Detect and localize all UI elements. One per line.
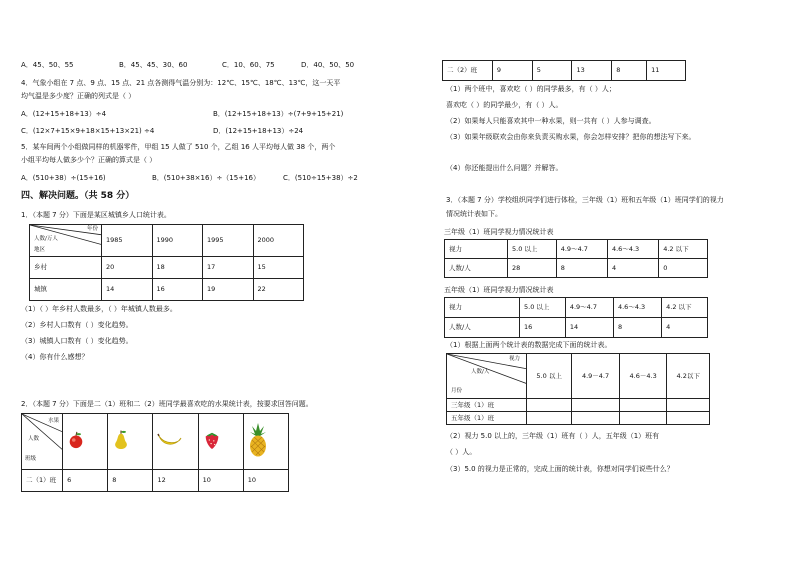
table-cell: 22 xyxy=(253,279,304,301)
year-header: 1995 xyxy=(203,225,254,257)
fruit-header-pineapple xyxy=(243,414,288,470)
table-row xyxy=(30,257,304,279)
table-cell: 28 xyxy=(508,259,557,278)
vision-level: 5.0 以上 xyxy=(527,354,572,399)
table-cell: 10 xyxy=(198,470,243,492)
grade5-vision-table xyxy=(444,297,708,338)
q5-option-a: A．(510+38）÷(15+16) xyxy=(21,174,106,182)
table-cell: 8 xyxy=(613,318,661,338)
population-table xyxy=(29,224,304,301)
blank-cell[interactable] xyxy=(527,399,572,412)
year-header: 2000 xyxy=(253,225,304,257)
fruit-header-pear xyxy=(108,414,153,470)
vision-level: 4.2以下 xyxy=(667,354,710,399)
fruit-header-banana xyxy=(153,414,198,470)
problem2-q1-line1: （1）两个班中，喜欢吃（ ）的同学最多，有（ ）人； xyxy=(446,85,616,93)
fruit-header-strawberry xyxy=(198,414,243,470)
vision-level: 4.6～4.3 xyxy=(613,298,661,318)
q3-option-b: B．45、45、30、60 xyxy=(119,61,188,69)
diag-label-people: 人数/人 xyxy=(471,369,490,375)
vision-level: 5.0 以上 xyxy=(508,240,557,259)
table-row xyxy=(447,412,710,425)
table-cell: 14 xyxy=(565,318,613,338)
table-cell: 16 xyxy=(520,318,566,338)
q4-stem-line2: 均气温是多少度？正确的列式是（ ） xyxy=(21,92,136,100)
table-cell: 5 xyxy=(532,61,572,81)
banana-icon xyxy=(157,432,183,448)
table-cell: 6 xyxy=(63,470,108,492)
table-cell: 19 xyxy=(203,279,254,301)
fruit-table xyxy=(21,413,289,492)
table-cell: 8 xyxy=(556,259,607,278)
diag-label-people: 人数 xyxy=(28,436,40,442)
vision-level: 5.0 以上 xyxy=(520,298,566,318)
pear-icon xyxy=(112,430,130,450)
q3-option-c: C．10、60、75 xyxy=(222,61,275,69)
problem3-title-line2: 情况统计表如下。 xyxy=(446,210,502,218)
blank-cell[interactable] xyxy=(619,412,667,425)
row-label: 二（1）班 xyxy=(22,470,63,492)
problem1-q3: （3）城镇人口数有（ ）变化趋势。 xyxy=(21,337,133,345)
problem2-q2: （2）如果每人只能喜欢其中一种水果，则一共有（ ）人参与调查。 xyxy=(446,117,656,125)
table-row xyxy=(445,259,708,278)
problem3-title-line1: 3．（本题 7 分）学校组织同学们进行体检，三年级（1）班和五年级（1）班同学们的视力 xyxy=(446,196,724,204)
table-cell: 0 xyxy=(659,259,708,278)
problem3-q2-line1: （2）视力 5.0 以上的，三年级（1）班有（ ）人，五年级（1）班有 xyxy=(446,432,660,440)
blank-cell[interactable] xyxy=(572,399,620,412)
row-label: 城镇 xyxy=(30,279,102,301)
diag-label-people: 人数/万人 xyxy=(34,236,58,242)
table-cell: 8 xyxy=(612,61,647,81)
table-cell: 18 xyxy=(152,257,203,279)
table-cell: 13 xyxy=(572,61,612,81)
problem1-q2: （2）乡村人口数有（ ）变化趋势。 xyxy=(21,321,133,329)
vision-level: 4.2 以下 xyxy=(662,298,708,318)
vision-level: 4.2 以下 xyxy=(659,240,708,259)
diag-label-class: 班级 xyxy=(25,456,37,463)
grade5-table-title: 五年级（1）班同学视力情况统计表 xyxy=(444,286,554,294)
year-header: 1990 xyxy=(152,225,203,257)
row-label: 二（2）班 xyxy=(443,61,493,81)
q4-option-d: D．(12+15+18+13）÷24 xyxy=(213,127,304,135)
problem3-q2-line2: （ ）人。 xyxy=(446,448,477,456)
table-cell: 9 xyxy=(492,61,532,81)
people-header: 人数/人 xyxy=(445,318,520,338)
q4-option-a: A．(12+15+18+13）÷4 xyxy=(21,110,107,118)
diag-label-month: 月份 xyxy=(451,388,463,395)
combined-table-diag-header xyxy=(447,354,527,399)
table-cell: 12 xyxy=(153,470,198,492)
vision-level: 4.9－4.7 xyxy=(572,354,620,399)
pineapple-icon xyxy=(248,423,268,457)
table-cell: 4 xyxy=(607,259,658,278)
year-header: 1985 xyxy=(102,225,153,257)
blank-cell[interactable] xyxy=(667,412,710,425)
problem3-q3: （3）5.0 的视力是正常的，完成上面的统计表，你想对同学们说些什么？ xyxy=(446,465,674,473)
row-label: 三年级（1）班 xyxy=(447,399,527,412)
problem2-q1-line2: 喜欢吃（ ）的同学最少，有（ ）人。 xyxy=(446,101,563,109)
table-cell: 8 xyxy=(108,470,153,492)
grade3-vision-table xyxy=(444,239,708,278)
problem2-title: 2．（本题 7 分）下面是二（1）班和二（2）班同学最喜欢吃的水果统计表，按要求回答问题。 xyxy=(21,400,313,408)
vision-level: 4.6－4.3 xyxy=(619,354,667,399)
section-title: 四、解决问题。（共 58 分） xyxy=(21,191,135,201)
table-cell: 16 xyxy=(152,279,203,301)
table-row xyxy=(22,470,289,492)
q3-option-a: A．45、50、55 xyxy=(21,61,74,69)
q4-stem-line1: 4．气象小组在 7 点、9 点、15 点、21 点各测得气温分别为：12℃、15℃、18℃、13℃，这一天平 xyxy=(21,79,341,87)
table-cell: 20 xyxy=(102,257,153,279)
blank-cell[interactable] xyxy=(572,412,620,425)
table-row xyxy=(443,61,686,81)
problem1-title: 1．（本题 7 分）下面是某区城镇乡人口统计表。 xyxy=(21,211,171,219)
diag-label-region: 地区 xyxy=(34,247,46,254)
q5-option-b: B．(510+38×16）÷（15+16） xyxy=(152,174,260,182)
q3-option-d: D．40、50、50 xyxy=(301,61,355,69)
table-cell: 11 xyxy=(647,61,686,81)
fruit-header-apple xyxy=(63,414,108,470)
grade3-table-title: 三年级（1）班同学视力情况统计表 xyxy=(444,228,554,236)
table-row xyxy=(447,399,710,412)
diag-label-vision: 视力 xyxy=(508,356,520,362)
problem1-q1: （1）（ ）年乡村人数最多，（ ）年城镇人数最多。 xyxy=(21,305,177,313)
population-table-diag-header xyxy=(30,225,102,257)
table-cell: 15 xyxy=(253,257,304,279)
fruit-table-diag-header xyxy=(22,414,63,470)
table-cell: 10 xyxy=(243,470,288,492)
vision-level: 4.9～4.7 xyxy=(556,240,607,259)
blank-cell[interactable] xyxy=(619,399,667,412)
problem2-q3: （3）如果年级联欢会由你来负责买购水果，你会怎样安排？把你的想法写下来。 xyxy=(446,133,696,141)
diag-label-year: 年份 xyxy=(86,226,98,232)
strawberry-icon xyxy=(203,430,221,450)
row-label: 乡村 xyxy=(30,257,102,279)
apple-icon xyxy=(67,431,85,449)
problem1-q4: （4）你有什么感想？ xyxy=(21,353,89,361)
q5-stem-line1: 5．某车间两个小组做同样的机器零件，甲组 15 人做了 510 个，乙组 16 人平均每人做 38 个，两个 xyxy=(21,143,336,151)
blank-cell[interactable] xyxy=(527,412,572,425)
table-cell: 17 xyxy=(203,257,254,279)
table-row xyxy=(445,318,708,338)
fruit-table-continued xyxy=(442,60,686,81)
vision-header: 视力 xyxy=(445,298,520,318)
problem2-q4: （4）你还能提出什么问题？并解答。 xyxy=(446,164,563,172)
problem3-q1: （1）根据上面两个统计表的数据完成下面的统计表。 xyxy=(446,341,612,349)
blank-cell[interactable] xyxy=(667,399,710,412)
q4-option-b: B．(12+15+18+13）÷(7+9+15+21) xyxy=(213,110,344,118)
q4-option-c: C．(12×7+15×9+18×15+13×21) ÷4 xyxy=(21,127,155,135)
vision-header: 视力 xyxy=(445,240,508,259)
row-label: 五年级（1）班 xyxy=(447,412,527,425)
table-cell: 4 xyxy=(662,318,708,338)
combined-vision-table xyxy=(446,353,710,425)
diag-label-fruit: 水果 xyxy=(48,418,60,424)
q5-stem-line2: 小组平均每人做多少个？正确的算式是（ ） xyxy=(21,156,157,164)
vision-level: 4.9～4.7 xyxy=(565,298,613,318)
vision-level: 4.6～4.3 xyxy=(607,240,658,259)
q5-option-c: C．(510÷15+38）÷2 xyxy=(283,174,358,182)
people-header: 人数/人 xyxy=(445,259,508,278)
table-row xyxy=(30,279,304,301)
table-cell: 14 xyxy=(102,279,153,301)
